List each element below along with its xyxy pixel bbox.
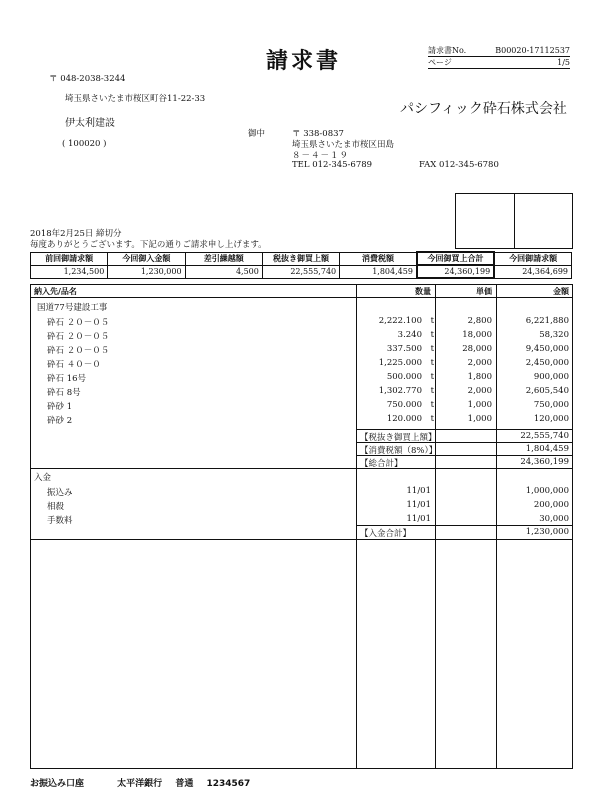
total-row — [31, 430, 572, 442]
item-price: 28,000 — [462, 344, 492, 354]
item-amount: 9,450,000 — [525, 344, 569, 354]
table-row — [31, 315, 572, 327]
item-unit: t — [430, 386, 434, 396]
item-unit: t — [430, 358, 434, 368]
item-unit: t — [430, 330, 434, 340]
summary-header: 消費税額 — [340, 252, 417, 265]
total-value: 22,555,740 — [520, 431, 569, 441]
table-row — [31, 329, 572, 341]
stamp-boxes — [455, 193, 573, 249]
item-price: 1,000 — [467, 414, 492, 424]
item-qty: 500.000 — [386, 372, 422, 382]
item-name: 砕石 ２０－０５ — [47, 318, 110, 328]
issuer-fax: FAX 012-345-6780 — [419, 160, 499, 170]
item-qty: 337.500 — [386, 344, 422, 354]
payment-date: 11/01 — [406, 486, 431, 496]
item-qty: 750.000 — [386, 400, 422, 410]
customer-code: ( 100020 ) — [62, 139, 107, 149]
item-price: 2,800 — [467, 316, 492, 326]
section-divider — [31, 468, 572, 469]
item-price: 1,800 — [467, 372, 492, 382]
issuer-postal: 〒 338-0837 — [292, 129, 344, 139]
page-number: 1/5 — [557, 58, 570, 67]
payment-amount: 200,000 — [533, 500, 569, 510]
stamp-box — [456, 194, 514, 248]
payment-name: 振込み — [47, 488, 73, 498]
payment-date: 11/01 — [406, 500, 431, 510]
table-row — [31, 357, 572, 369]
payment-amount: 30,000 — [539, 514, 569, 524]
project-name: 国道77号建設工事 — [37, 303, 108, 313]
list-item — [31, 513, 572, 525]
item-unit: t — [430, 414, 434, 424]
total-value: 1,804,459 — [525, 444, 569, 454]
detail-header-price: 単価 — [476, 287, 492, 296]
item-qty: 3.240 — [397, 330, 422, 340]
payment-total-row — [31, 526, 572, 538]
bank-account-label: お振込み口座 — [30, 779, 85, 789]
table-row — [31, 413, 572, 425]
summary-header: 税抜き御買上額 — [262, 252, 339, 265]
table-row — [31, 385, 572, 397]
table-row — [31, 371, 572, 383]
item-qty: 1,302.770 — [378, 386, 422, 396]
payment-date: 11/01 — [406, 514, 431, 524]
item-qty: 2,222.100 — [378, 316, 422, 326]
item-name: 砕砂 1 — [47, 402, 73, 412]
summary-value: 22,555,740 — [262, 265, 339, 278]
invoice-meta — [428, 45, 570, 69]
list-item — [31, 499, 572, 511]
item-name: 砕石 8号 — [47, 388, 81, 398]
page-row — [428, 57, 570, 69]
item-price: 2,000 — [467, 386, 492, 396]
issuer-tel: TEL 012-345-6789 — [292, 160, 373, 170]
detail-header-amount: 金額 — [553, 287, 569, 296]
summary-header: 差引繰越額 — [185, 252, 262, 265]
item-qty: 120.000 — [386, 414, 422, 424]
total-value: 24,360,199 — [520, 457, 569, 467]
summary-value: 1,804,459 — [340, 265, 417, 278]
item-name: 砕石 16号 — [47, 374, 87, 384]
summary-header-highlight: 今回御買上合計 — [417, 252, 494, 265]
total-row — [31, 443, 572, 455]
detail-header-row — [31, 285, 572, 298]
total-label: 【税抜き御買上額】 — [360, 433, 437, 443]
page-label: ページ — [428, 58, 452, 67]
item-name: 砕石 ２０－０５ — [47, 346, 110, 356]
customer-name: 伊太利建設 — [65, 118, 115, 129]
item-amount: 58,320 — [539, 330, 569, 340]
item-amount: 750,000 — [533, 400, 569, 410]
account-type: 普通 — [175, 779, 194, 789]
account-number: 1234567 — [206, 779, 251, 789]
stamp-box — [514, 194, 573, 248]
customer-address: 埼玉県さいたま市桜区町谷11-22-33 — [65, 94, 206, 104]
summary-value: 4,500 — [185, 265, 262, 278]
detail-header-qty: 数量 — [415, 287, 431, 296]
item-unit: t — [430, 316, 434, 326]
summary-header: 前回御請求額 — [31, 252, 108, 265]
payment-total-label: 【入金合計】 — [360, 529, 412, 539]
item-unit: t — [430, 344, 434, 354]
summary-header-row — [31, 252, 572, 265]
detail-table — [30, 284, 573, 769]
payment-total-value: 1,230,000 — [525, 527, 569, 537]
detail-header-name: 納入先/品名 — [34, 287, 77, 296]
summary-header: 今回御請求額 — [494, 252, 571, 265]
invoice-number-label: 請求書No. — [428, 46, 467, 55]
bank-name: 太平洋銀行 — [117, 779, 163, 789]
summary-value-row — [31, 265, 572, 278]
project-row — [31, 300, 572, 312]
greeting: 毎度ありがとうございます。下記の通りご請求申し上げます。 — [30, 240, 267, 250]
payment-title-row — [31, 470, 572, 482]
total-row — [31, 456, 572, 468]
issuer-address-2: ８－４－１９ — [292, 151, 350, 161]
summary-header: 今回御入金額 — [108, 252, 185, 265]
invoice-number: B00020-17112537 — [495, 46, 570, 55]
invoice-number-row — [428, 45, 570, 57]
list-item — [31, 485, 572, 497]
item-price: 1,000 — [467, 400, 492, 410]
item-amount: 900,000 — [533, 372, 569, 382]
summary-value: 24,364,699 — [494, 265, 571, 278]
payment-name: 相殺 — [47, 502, 65, 512]
honorific: 御中 — [248, 129, 266, 139]
document-title: 請求書 — [266, 48, 342, 74]
item-amount: 2,450,000 — [525, 358, 569, 368]
item-unit: t — [430, 372, 434, 382]
payment-amount: 1,000,000 — [525, 486, 569, 496]
summary-value: 1,230,000 — [108, 265, 185, 278]
payment-name: 手数料 — [47, 516, 73, 526]
total-label: 【消費税額（8%）】 — [360, 446, 438, 456]
customer-postal: 〒 048-2038-3244 — [49, 74, 126, 84]
item-price: 2,000 — [467, 358, 492, 368]
payment-title: 入金 — [34, 473, 52, 483]
item-name: 砕石 ２０－０５ — [47, 332, 110, 342]
table-row — [31, 399, 572, 411]
table-row — [31, 343, 572, 355]
item-price: 18,000 — [462, 330, 492, 340]
total-label: 【総合計】 — [360, 459, 403, 469]
section-divider — [31, 539, 572, 540]
bank-account — [30, 776, 250, 789]
item-unit: t — [430, 400, 434, 410]
summary-value-highlight: 24,360,199 — [417, 265, 494, 278]
summary-table — [30, 251, 572, 279]
item-name: 砕石 ４０－０ — [47, 360, 101, 370]
item-amount: 120,000 — [533, 414, 569, 424]
issuer-company: パシフィック砕石株式会社 — [400, 101, 567, 117]
item-amount: 6,221,880 — [525, 316, 569, 326]
item-amount: 2,605,540 — [525, 386, 569, 396]
closing-date: 2018年2月25日 締切分 — [30, 229, 122, 239]
item-qty: 1,225.000 — [378, 358, 422, 368]
issuer-address: 埼玉県さいたま市桜区田島 — [292, 140, 395, 150]
summary-value: 1,234,500 — [31, 265, 108, 278]
item-name: 砕砂 2 — [47, 416, 73, 426]
